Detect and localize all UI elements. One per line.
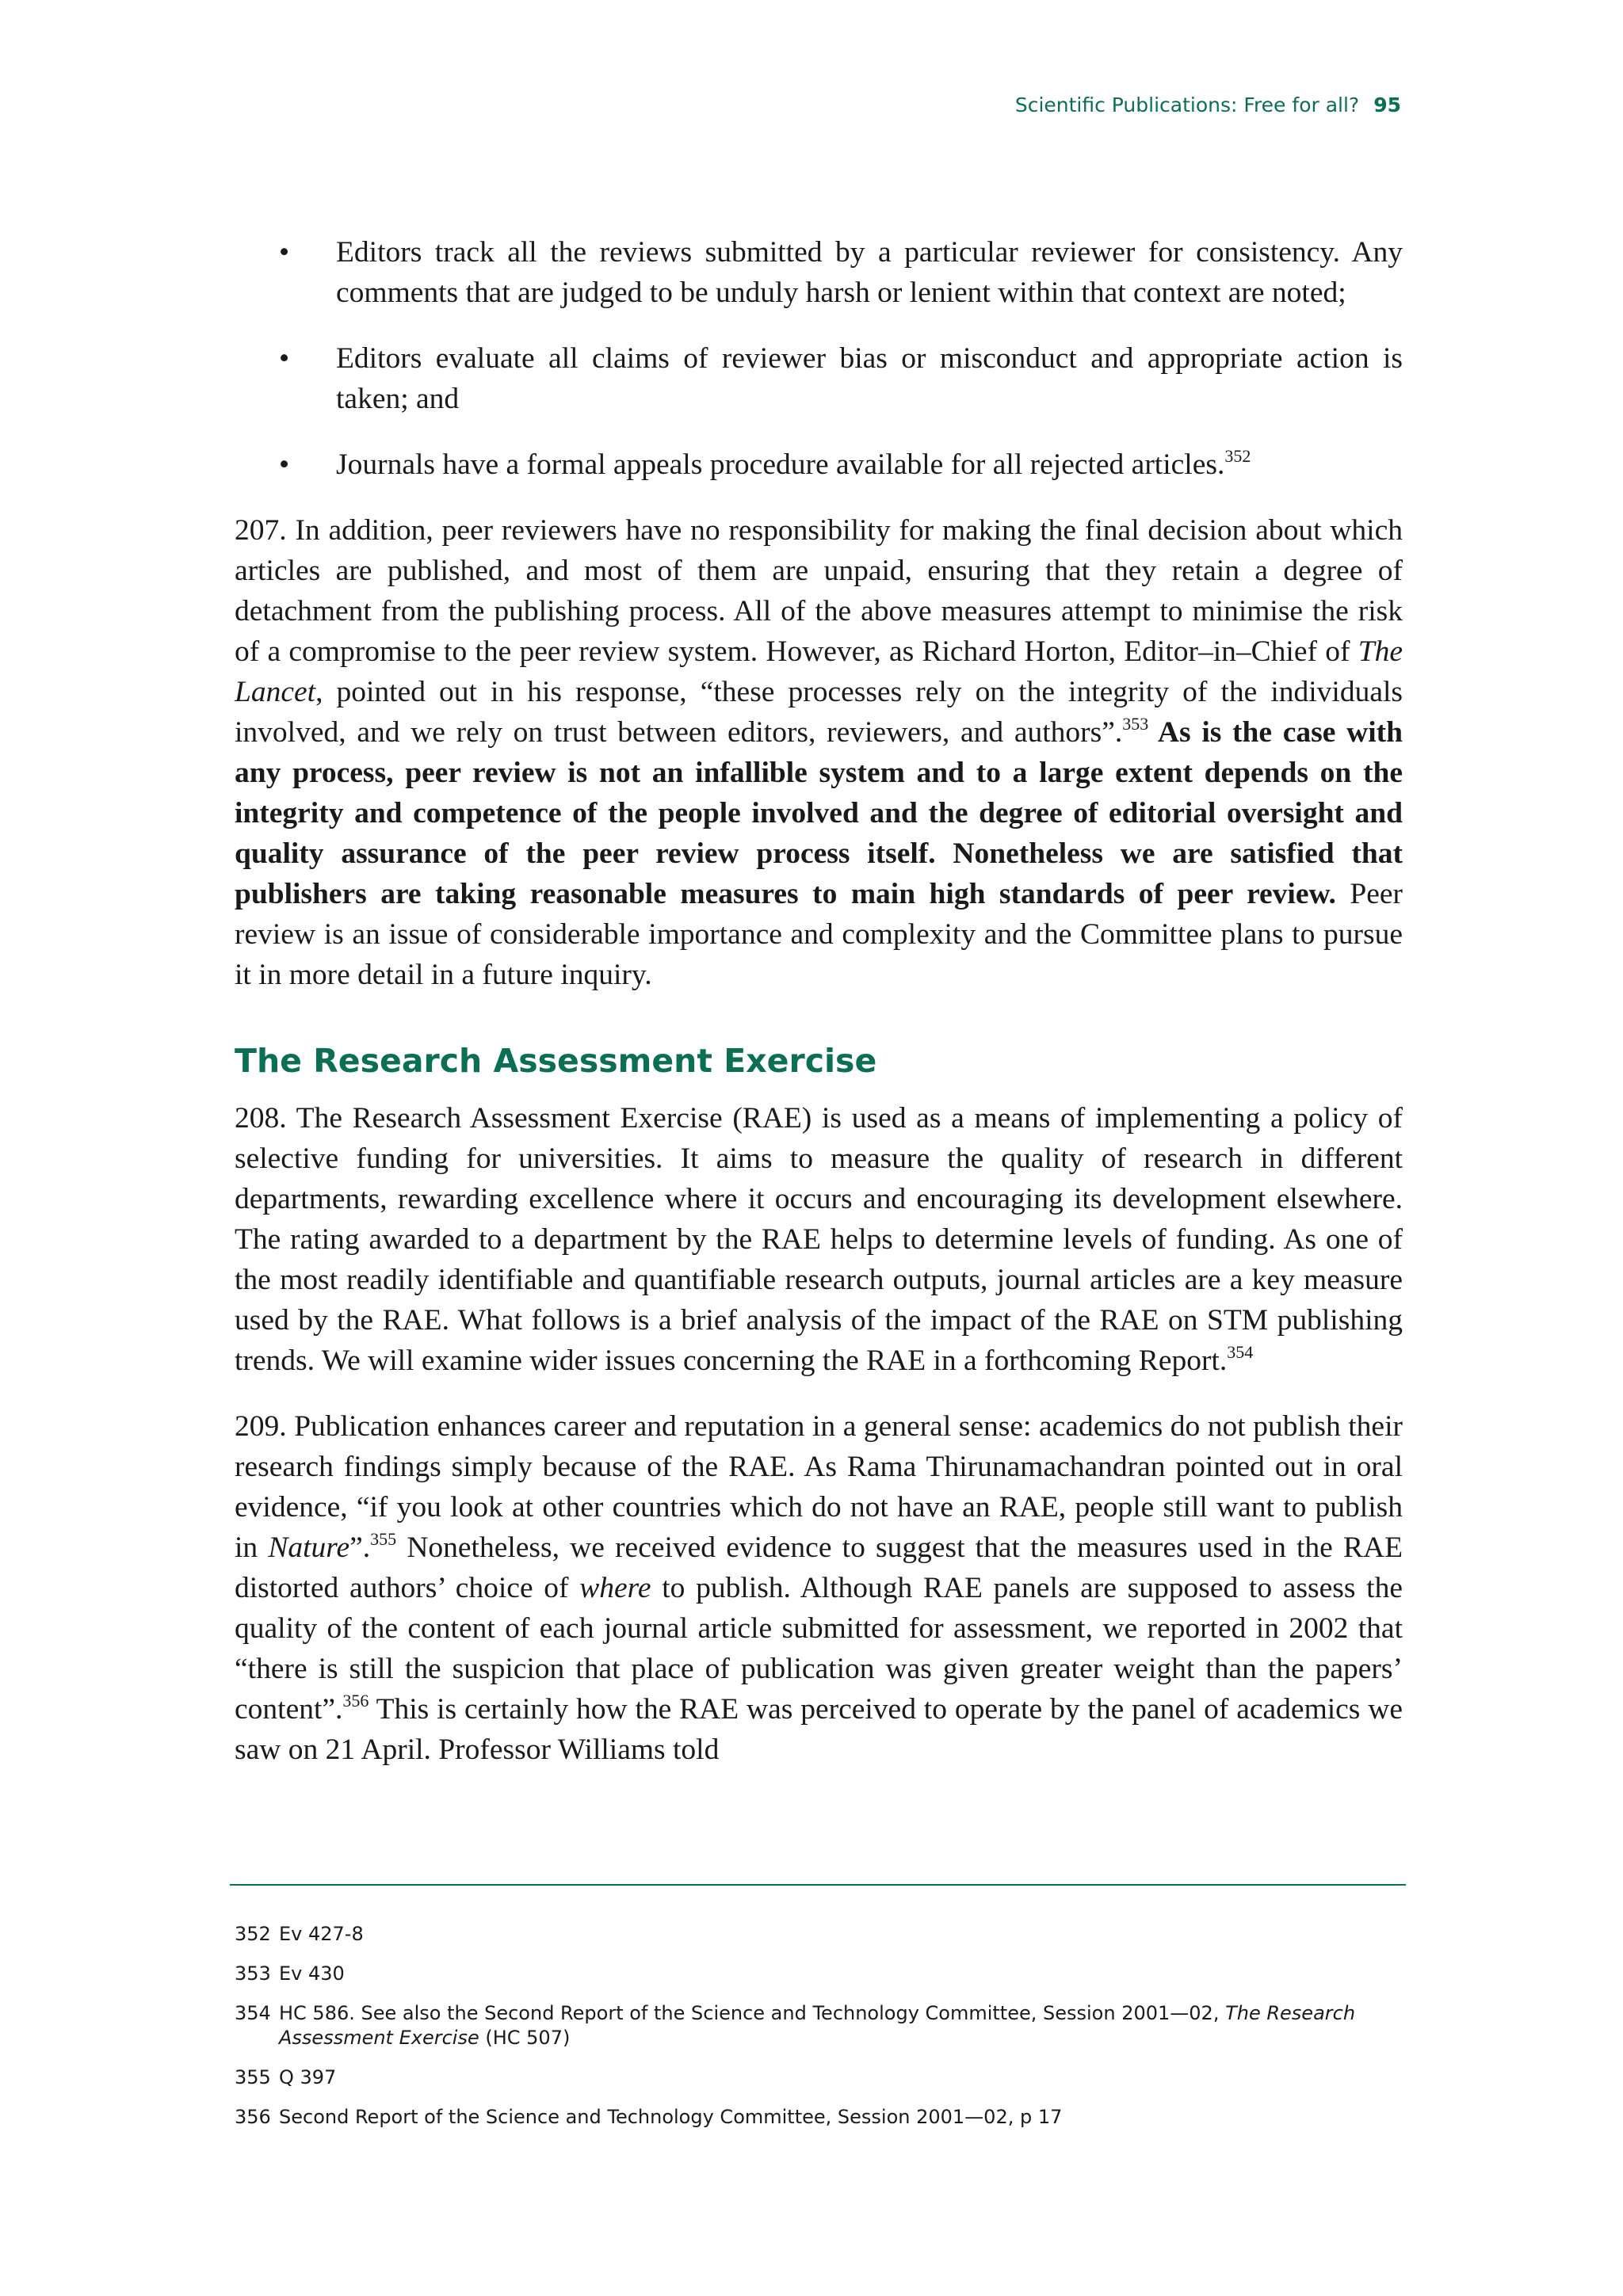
bullet-icon: •	[279, 342, 290, 375]
list-item-text: Editors evaluate all claims of reviewer bias or misconduct and appropriate action is taken; and	[336, 342, 1403, 415]
list-item	[235, 338, 1403, 419]
footnote	[235, 1922, 1403, 1947]
footnote-text: HC 586. See also the Second Report of the Science and Technology Committee, Session 2001—02,	[279, 2002, 1226, 2024]
footnote-number: 355	[235, 2066, 271, 2088]
footnote-ref-353[interactable]: 353	[1122, 714, 1149, 734]
paragraph-text: Peer review is an issue of considerable importance and complexity and the Committee plans to pursue it in more detail in a future inquiry.	[235, 878, 1403, 991]
footnote-number: 352	[235, 1923, 271, 1945]
paragraph-208	[235, 1098, 1403, 1381]
bullet-icon: •	[279, 236, 290, 269]
running-header	[1015, 93, 1401, 116]
paragraph-text: 207. In addition, peer reviewers have no responsibility for making the final decision about which articles are published, and most of them are unpaid, ensuring that they retain a degree of detachment from the publishing process. All of the above measures attempt to minimise the risk of a compromise to the peer review system. However, as Richard Horton, Editor–in–Chief of	[235, 514, 1403, 668]
journal-title: The Lancet	[235, 635, 1403, 708]
report-title: The Research Assessment Exercise	[279, 2002, 1356, 2049]
footnote	[235, 2001, 1403, 2050]
footnote	[235, 2105, 1403, 2130]
list-item	[235, 232, 1403, 313]
paragraph-text: Nonetheless, we received evidence to suggest that the measures used in the RAE distorted authors’ choice of	[235, 1531, 1403, 1604]
bullet-list	[235, 232, 1403, 485]
footnote-text: Ev 427-8	[279, 1923, 364, 1945]
list-item-text: Editors track all the reviews submitted by a particular reviewer for consistency. Any comments that are judged to be unduly harsh or lenient within that context are noted;	[336, 236, 1403, 309]
section-heading: The Research Assessment Exercise	[235, 1042, 877, 1080]
running-header-title: Scientific Publications: Free for all?	[1014, 93, 1360, 116]
paragraph-text: , pointed out in his response, “these processes rely on the integrity of the individuals involved, and we rely on trust between editors, reviewers, and authors”.	[235, 676, 1403, 749]
paragraph-209	[235, 1406, 1403, 1770]
bullet-icon: •	[279, 448, 290, 481]
footnote-text: (HC 507)	[479, 2027, 571, 2049]
paragraph-text: 209. Publication enhances career and reputation in a general sense: academics do not publish their research findings simply because of the RAE. As Rama Thirunamachandran pointed out in oral evidence, “if you look at other countries which do not have an RAE, people still want to publish in	[235, 1410, 1403, 1564]
footnote-number: 354	[235, 2002, 271, 2024]
paragraph-text: to publish. Although RAE panels are supposed to assess the quality of the content of each journal article submitted for assessment, we reported in 2002 that “there is still the suspicion that place of publication was given greater weight than the papers’ content”.	[235, 1572, 1403, 1726]
footnote-ref-355[interactable]: 355	[370, 1529, 397, 1549]
conclusion-text: As is the case with any process, peer review is not an infallible system and to a large extent depends on the integrity and competence of the people involved and the degree of editorial oversight and quality assurance of the peer review process itself. Nonetheless we are satisfied that publishers are taking reasonable measures to main high standards of peer review.	[235, 716, 1403, 910]
footnote-divider	[230, 1884, 1406, 1886]
emphasis-text: where	[579, 1572, 651, 1604]
footnote-ref-356[interactable]: 356	[342, 1691, 369, 1711]
footnote-ref-352[interactable]: 352	[1224, 446, 1251, 466]
footnote-number: 353	[235, 1962, 271, 1985]
footnote	[235, 2065, 1403, 2090]
list-item-text: Journals have a formal appeals procedure available for all rejected articles.	[336, 448, 1225, 481]
footnote-text: Second Report of the Science and Technology Committee, Session 2001—02, p 17	[279, 2106, 1063, 2128]
list-item	[235, 444, 1403, 485]
paragraph-text: 208. The Research Assessment Exercise (RAE) is used as a means of implementing a policy of selective funding for universities. It aims to measure the quality of research in different departments, rewarding excellence where it occurs and encouraging its development elsewhere. The rating awarded to a department by the RAE helps to determine levels of funding. As one of the most readily identifiable and quantifiable research outputs, journal articles are a key measure used by the RAE. What follows is a brief analysis of the impact of the RAE on STM publishing trends. We will examine wider issues concerning the RAE in a forthcoming Report.	[235, 1102, 1403, 1377]
page-number: 95	[1373, 93, 1401, 116]
journal-title: Nature	[268, 1531, 350, 1564]
paragraph-text: This is certainly how the RAE was perceived to operate by the panel of academics we saw on 21 April. Professor Williams told	[235, 1693, 1403, 1766]
footnotes	[235, 1922, 1403, 2145]
footnote-number: 356	[235, 2106, 271, 2128]
footnote-ref-354[interactable]: 354	[1227, 1342, 1254, 1362]
footnote-text: Q 397	[279, 2066, 337, 2088]
footnote-text: Ev 430	[279, 1962, 345, 1985]
footnote	[235, 1962, 1403, 1986]
paragraph-text: ”.	[349, 1531, 371, 1564]
paragraph-207	[235, 510, 1403, 995]
main-content	[235, 232, 1403, 1795]
